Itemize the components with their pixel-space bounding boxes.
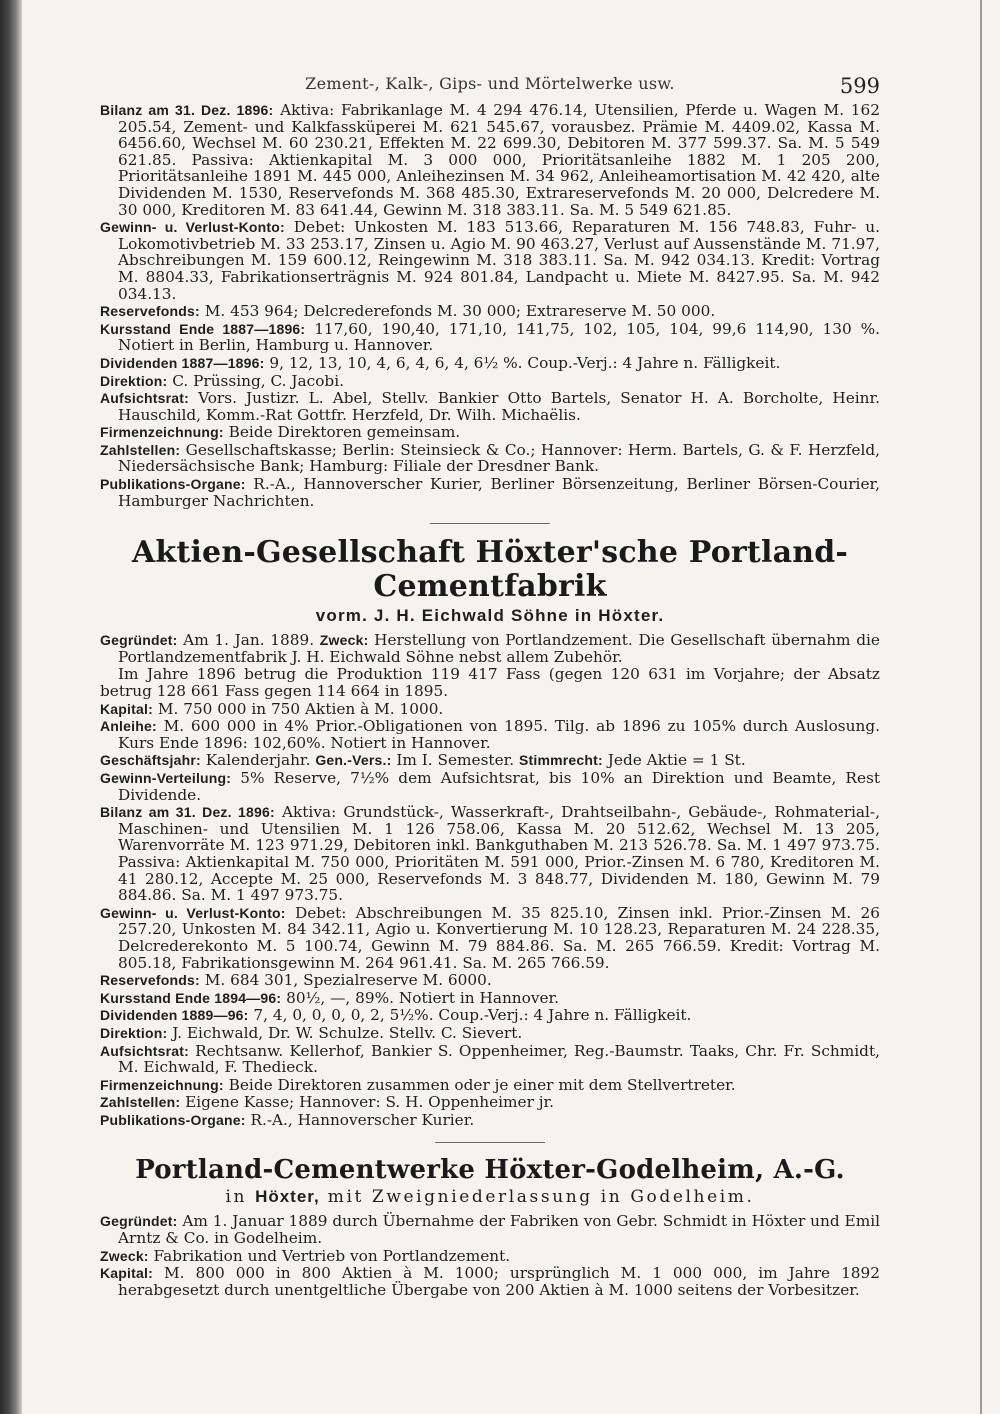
entry-aufsichtsrat (100, 390, 880, 423)
entry-zahlstellen (100, 1094, 880, 1111)
entry-gewinn-verteilung (100, 770, 880, 803)
text-kursstand: 117,60, 190,40, 171,10, 141,75, 102, 105, 104, 99,6 114,90, 130 %. Notiert in Berlin, Hamburg u. Hannover. (118, 319, 880, 355)
text-direktion: C. Prüssing, C. Jacobi. (172, 371, 344, 390)
running-head (100, 68, 880, 102)
company-title: Portland-Cementwerke Höxter-Godelheim, A.-G. (135, 1155, 845, 1186)
text-dividenden: 7, 4, 0, 0, 0, 0, 2, 5½%. Coup.-Verj.: 4 Jahre n. Fälligkeit. (253, 1006, 692, 1025)
text-anleihe: M. 600 000 in 4% Prior.-Obligationen von 1895. Tilg. ab 1896 zu 105% durch Auslosung. Kurs Ende 1896: 102,60%. Notiert in Hannover. (118, 717, 880, 752)
entry-publikationsorgane (100, 1112, 880, 1129)
label-geschaeftsjahr: Geschäftsjahr: (100, 752, 201, 769)
text-publikationsorgane: R.-A., Hannoverscher Kurier, Berliner Börsenzeitung, Berliner Börsen-Courier, Hamburger Nachrichten. (118, 475, 880, 510)
label-direktion: Direktion: (100, 372, 168, 389)
page-number: 599 (839, 74, 880, 98)
label-kapital: Kapital: (100, 1265, 153, 1282)
entry-firmenzeichnung (100, 1077, 880, 1094)
label-reservefonds: Reservefonds: (100, 972, 200, 989)
label-reservefonds: Reservefonds: (100, 303, 200, 320)
entry-zweck (100, 1248, 880, 1265)
label-aufsichtsrat: Aufsichtsrat: (100, 1042, 189, 1059)
label-zweck: Zweck: (100, 1247, 149, 1264)
text-aufsichtsrat: Rechtsanw. Kellerhof, Bankier S. Oppenheimer, Reg.-Baumstr. Taaks, Chr. Fr. Schmidt, M. Eichwald, F. Thedieck. (118, 1041, 880, 1077)
text-zahlstellen: Gesellschaftskasse; Berlin: Steinsieck & Co.; Hannover: Herm. Bartels, G. & F. Herzfeld, Niedersächsische Bank; Hamburg: Filiale der Dresdner Bank. (118, 440, 880, 476)
label-publikationsorgane: Publikations-Organe: (100, 476, 246, 493)
text-stimmrecht: Jede Aktie = 1 St. (607, 751, 746, 770)
entry-bilanz (100, 804, 880, 904)
page-edge-line (980, 0, 982, 1414)
section-hoexter-godelheim (100, 1155, 880, 1298)
label-stimmrecht: Stimmrecht: (519, 752, 603, 769)
paragraph-produktion: Im Jahre 1896 betrug die Produktion 119 417 Fass (gegen 120 631 im Vorjahre; der Absatz betrug 128 661 Fass gegen 114 664 in 1895. (100, 665, 880, 701)
entry-dividenden (100, 355, 880, 372)
text-gewinn-verteilung: 5% Reserve, 7½% dem Aufsichtsrat, bis 10% an Direktion und Beamte, Rest Dividende. (118, 769, 880, 804)
section-continued-company (100, 102, 880, 509)
label-bilanz: Bilanz am 31. Dez. 1896: (100, 102, 274, 118)
text-geschaeftsjahr: Kalenderjahr. (205, 751, 311, 770)
entry-gewinn-verlust (100, 905, 880, 971)
entry-gegruendet (100, 1213, 880, 1246)
label-zweck: Zweck: (319, 632, 369, 649)
text-gegruendet: Am 1. Januar 1889 durch Übernahme der Fabriken von Gebr. Schmidt in Höxter und Emil Arntz & Co. in Godelheim. (118, 1212, 880, 1248)
text-firmenzeichnung: Beide Direktoren zusammen oder je einer mit dem Stellvertreter. (228, 1075, 736, 1094)
text-gen-vers: Im I. Semester. (396, 751, 515, 770)
section-divider (435, 1142, 545, 1143)
entry-kursstand (100, 990, 880, 1007)
text-bilanz: Aktiva: Fabrikanlage M. 4 294 476.14, Utensilien, Pferde u. Wagen M. 162 205.54, Zement- und Kalkfassküperei M. 621 545.67, vorausbez. Prämie M. 4409.02, Kassa M. 6456.60, Wechsel M. 60 230.21, Effekten M. 22 699.30, Debitoren M. 377 599.37. Sa. M. 5 549 621.85. Passiva: Aktienkapital M. 3 000 000, Prioritätsanleihe 1882 M. 1 205 200, Prioritätsanleihe 1891 M. 445 000, Anleihezinsen M. 34 962, Anleiheamortisation M. 42 420, alte Dividenden M. 1530, Reservefonds M. 368 485.30, Extrareservefonds M. 20 000, Delcredere M. 30 000, Kreditoren M. 83 641.44, Gewinn M. 318 383.11. Sa. M. 5 549 621.85. (118, 101, 880, 219)
entry-reservefonds (100, 303, 880, 320)
text-gewinn-verlust: Debet: Unkosten M. 183 513.66, Reparaturen M. 156 748.83, Fuhr- u. Lokomotivbetrieb M. 33 253.17, Zinsen u. Agio M. 90 463.27, Verlust auf Aussenstände M. 71.97, Abschreibungen M. 159 600.12, Reingewinn M. 318 383.11. Sa. M. 942 034.13. Kredit: Vortrag M. 8804.33, Fabrikationserträgnis M. 924 801.84, Landpacht u. Miete M. 8427.95. Sa. M. 942 034.13. (118, 218, 880, 303)
entry-anleihe (100, 718, 880, 751)
company-title: Aktien-Gesellschaft Höxter'sche Portland-Cementfabrik (131, 535, 849, 605)
label-publikationsorgane: Publikations-Organe: (100, 1111, 246, 1128)
entry-bilanz (100, 102, 880, 218)
label-zahlstellen: Zahlstellen: (100, 1094, 181, 1111)
entry-gewinn-verlust (100, 219, 880, 302)
label-zahlstellen: Zahlstellen: (100, 441, 181, 458)
entry-kapital (100, 1265, 880, 1298)
text-firmenzeichnung: Beide Direktoren gemeinsam. (228, 423, 461, 442)
company-subtitle (100, 1187, 880, 1207)
text-zweck: Herstellung von Portlandzement. Die Gesellschaft übernahm die Portlandzementfabrik J. H. Eichwald Söhne nebst allem Zubehör. (118, 631, 880, 666)
subtitle-pre: in (225, 1187, 248, 1208)
entry-aufsichtsrat (100, 1043, 880, 1076)
entry-publikationsorgane (100, 476, 880, 509)
label-kursstand: Kursstand Ende 1887—1896: (100, 320, 306, 337)
entry-zahlstellen (100, 442, 880, 475)
label-dividenden: Dividenden 1889—96: (100, 1007, 249, 1024)
section-divider (430, 523, 550, 524)
entry-direktion (100, 373, 880, 390)
label-kapital: Kapital: (100, 700, 153, 717)
text-zahlstellen: Eigene Kasse; Hannover: S. H. Oppenheimer jr. (185, 1093, 554, 1112)
text-bilanz: Aktiva: Grundstück-, Wasserkraft-, Drahtseilbahn-, Gebäude-, Rohmaterial-, Maschinen- und Utensilien M. 1 126 758.06, Kassa M. 20 512.62, Wechsel M. 13 205, Warenvorräte M. 123 971.29, Debitoren inkl. Bankguthaben M. 213 526.78. Sa. M. 1 497 973.75. Passiva: Aktienkapital M. 750 000, Prioritäten M. 591 000, Prior.-Zinsen M. 6 780, Kreditoren M. 41 280.12, Accepte M. 25 000, Reservefonds M. 3 848.77, Dividenden M. 180, Gewinn M. 79 884.86. Sa. M. 1 497 973.75. (118, 803, 880, 905)
subtitle-post: mit Zweigniederlassung in Godelheim. (327, 1187, 755, 1208)
text-kursstand: 80½, —, 89%. Notiert in Hannover. (286, 988, 560, 1007)
entry-dividenden (100, 1007, 880, 1024)
label-gewinn-verlust: Gewinn- u. Verlust-Konto: (100, 904, 286, 921)
label-kursstand: Kursstand Ende 1894—96: (100, 989, 282, 1006)
entry-gegruendet (100, 632, 880, 665)
entry-geschaeftsjahr (100, 752, 880, 769)
label-gegruendet: Gegründet: (100, 1213, 178, 1230)
label-gewinn-verteilung: Gewinn-Verteilung: (100, 770, 232, 786)
label-gegruendet: Gegründet: (100, 632, 178, 649)
entry-reservefonds (100, 972, 880, 989)
text-zweck: Fabrikation und Vertrieb von Portlandzement. (153, 1246, 511, 1265)
label-aufsichtsrat: Aufsichtsrat: (100, 390, 189, 407)
text-reservefonds: M. 453 964; Delcrederefonds M. 30 000; Extrareserve M. 50 000. (204, 302, 716, 321)
label-dividenden: Dividenden 1887—1896: (100, 354, 265, 371)
text-gegruendet: Am 1. Jan. 1889. (183, 631, 315, 650)
company-subtitle: vorm. J. H. Eichwald Söhne in Höxter. (315, 606, 665, 626)
section-hoexter-portland (100, 536, 880, 1128)
label-direktion: Direktion: (100, 1024, 168, 1041)
entry-kursstand (100, 321, 880, 354)
text-dividenden: 9, 12, 13, 10, 4, 6, 4, 6, 4, 6½ %. Coup.-Verj.: 4 Jahre n. Fälligkeit. (269, 353, 781, 372)
text-publikationsorgane: R.-A., Hannoverscher Kurier. (250, 1110, 475, 1129)
text-kapital: M. 800 000 in 800 Aktien à M. 1000; ursprünglich M. 1 000 000, im Jahre 1892 herabgesetzt durch unentgeltliche Übergabe von 200 Aktien à M. 1000 seitens der Vorbesitzer. (118, 1264, 880, 1299)
entry-kapital (100, 701, 880, 718)
subtitle-city: Höxter, (255, 1187, 320, 1207)
label-gen-vers: Gen.-Vers.: (315, 752, 392, 769)
text-direktion: J. Eichwald, Dr. W. Schulze. Stellv. C. Sievert. (172, 1023, 523, 1042)
label-bilanz: Bilanz am 31. Dez. 1896: (100, 804, 275, 821)
text-aufsichtsrat: Vors. Justizr. L. Abel, Stellv. Bankier Otto Bartels, Senator H. A. Borcholte, Heinr. Hauschild, Komm.-Rat Gottfr. Herzfeld, Dr. Wilh. Michaëlis. (118, 389, 880, 424)
label-firmenzeichnung: Firmenzeichnung: (100, 1076, 224, 1093)
label-firmenzeichnung: Firmenzeichnung: (100, 424, 224, 441)
text-kapital: M. 750 000 in 750 Aktien à M. 1000. (157, 699, 444, 718)
label-gewinn-verlust: Gewinn- u. Verlust-Konto: (100, 219, 285, 236)
label-anleihe: Anleihe: (100, 718, 157, 735)
document-page (100, 68, 880, 1299)
text-reservefonds: M. 684 301, Spezialreserve M. 6000. (204, 971, 492, 990)
book-spine-shadow (0, 0, 22, 1414)
entry-direktion (100, 1025, 880, 1042)
entry-firmenzeichnung (100, 424, 880, 441)
text-gewinn-verlust: Debet: Abschreibungen M. 35 825.10, Zinsen inkl. Prior.-Zinsen M. 26 257.20, Unkosten M. 84 342.11, Agio u. Konvertierung M. 10 128.23, Reparaturen M. 24 228.35, Delcrederekonto M. 5 100.74, Gewinn M. 79 884.86. Sa. M. 265 766.59. Kredit: Vortrag M. 805.18, Fabrikationsgewinn M. 264 961.41. Sa. M. 265 766.59. (118, 903, 880, 972)
running-head-title: Zement-, Kalk-, Gips- und Mörtelwerke usw. (305, 74, 675, 93)
